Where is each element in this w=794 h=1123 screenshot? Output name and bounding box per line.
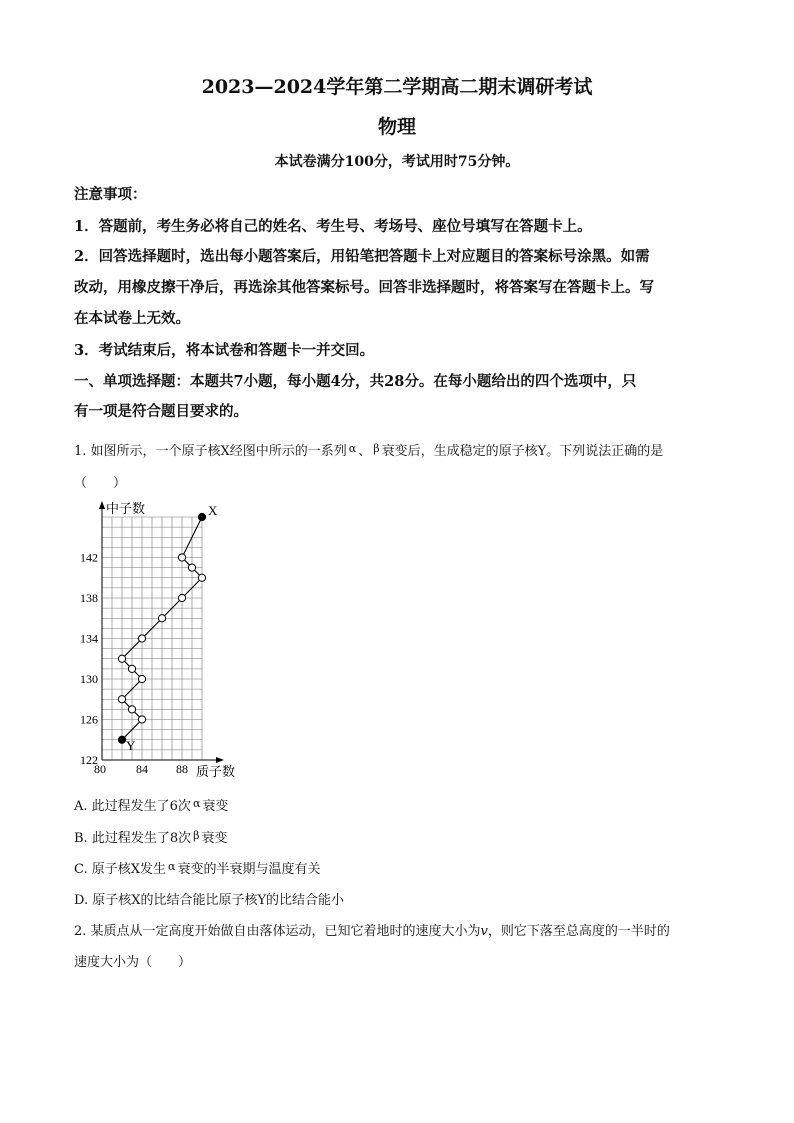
option-b-beta: β [193,829,200,842]
exam-info: 本试卷满分100分，考试用时75分钟。 [274,154,520,170]
y-tick-label: 138 [80,591,98,605]
option-a-alpha: α [192,797,201,810]
question-2-stem [74,920,670,939]
section-heading-line-1: 一、单项选择题：本题共7小题，每小题4分，共28分。在每小题给出的四个选项中，只 [74,373,637,390]
note-2-line-3: 在本试卷上无效。 [74,310,190,327]
exam-title: 2023—2024学年第二学期高二期末调研考试 [201,76,593,98]
y-tick-label: 130 [80,672,98,686]
nucleus-point-filled [118,736,125,743]
decay-point [188,564,195,571]
y-tick-label: 126 [80,712,98,727]
decay-point [178,554,185,561]
x-tick-label: 84 [136,762,148,776]
y-tick-label: 142 [80,550,98,565]
chart-grid [102,517,202,760]
q1-stem-part-c: 衰变后，生成稳定的原子核Y。下列说法正确的是 [381,444,664,459]
option-b-text-end: 衰变 [201,831,228,846]
x-axis-arrow [216,757,224,763]
decay-point [138,635,145,642]
q2-velocity-symbol: v [480,924,488,939]
option-b [74,827,227,846]
note-3: 3．考试结束后，将本试卷和答题卡一并交回。 [74,342,375,359]
y-axis-arrow [99,501,105,509]
note-2-line-2: 改动，用橡皮擦干净后，再选涂其他答案标号。回答非选择题时，将答案写在答题卡上。写 [74,279,654,296]
decay-point [178,594,185,601]
nucleus-point-filled [198,513,205,520]
q1-stem-part-a: 1. 如图所示，一个原子核X经图中所示的一系列 [74,444,347,459]
option-b-text: B. 此过程发生了8次 [74,831,192,846]
nucleus-label: Y [126,737,136,753]
decay-point [198,574,205,581]
x-tick-label: 88 [176,762,188,776]
beta-symbol: β [373,442,380,455]
y-tick-label: 134 [80,631,98,646]
decay-point [118,696,125,703]
section-heading-line-2: 有一项是符合题目要求的。 [74,403,248,420]
alpha-symbol: α [348,442,357,455]
option-d: D. 原子核X的比结合能比原子核Y的比结合能小 [74,893,345,908]
q1-stem-part-b: 、 [358,444,372,459]
x-tick-label: 80 [94,762,106,776]
option-a [74,795,228,814]
decay-point [128,665,135,672]
decay-chart [60,500,280,785]
y-tick-label: 122 [80,753,98,767]
notes-heading: 注意事项： [74,186,147,203]
note-2-line-1: 2．回答选择题时，选出每小题答案后，用铅笔把答题卡上对应题目的答案标号涂黑。如需 [74,248,650,265]
question-2-stem-line-2: 速度大小为（ ） [74,955,192,970]
chart-points [118,503,218,753]
nucleus-label: X [208,503,218,518]
question-1-paren: （ ） [74,476,127,491]
option-c-text: C. 原子核X发生 [74,862,167,877]
q2-stem-part-a: 2. 某质点从一定高度开始做自由落体运动，已知它着地时的速度大小为 [74,924,481,939]
decay-point [138,716,145,723]
q2-stem-part-b: ，则它下落至总高度的一半时的 [487,924,670,939]
decay-point [128,706,135,713]
y-axis-label: 中子数 [106,501,146,516]
question-1-stem [74,440,663,459]
option-c-text-end: 衰变的半衰期与温度有关 [177,862,321,877]
option-c [74,858,320,877]
decay-point [158,615,165,622]
x-axis-label: 质子数 [196,764,236,779]
subject-title: 物理 [377,116,416,138]
decay-point [118,655,125,662]
option-a-text: A. 此过程发生了6次 [74,799,191,814]
note-1: 1．答题前，考生务必将自己的姓名、考生号、考场号、座位号填写在答题卡上。 [74,218,592,235]
option-c-alpha: α [168,860,176,873]
option-a-text-end: 衰变 [202,799,229,814]
decay-point [138,675,145,682]
